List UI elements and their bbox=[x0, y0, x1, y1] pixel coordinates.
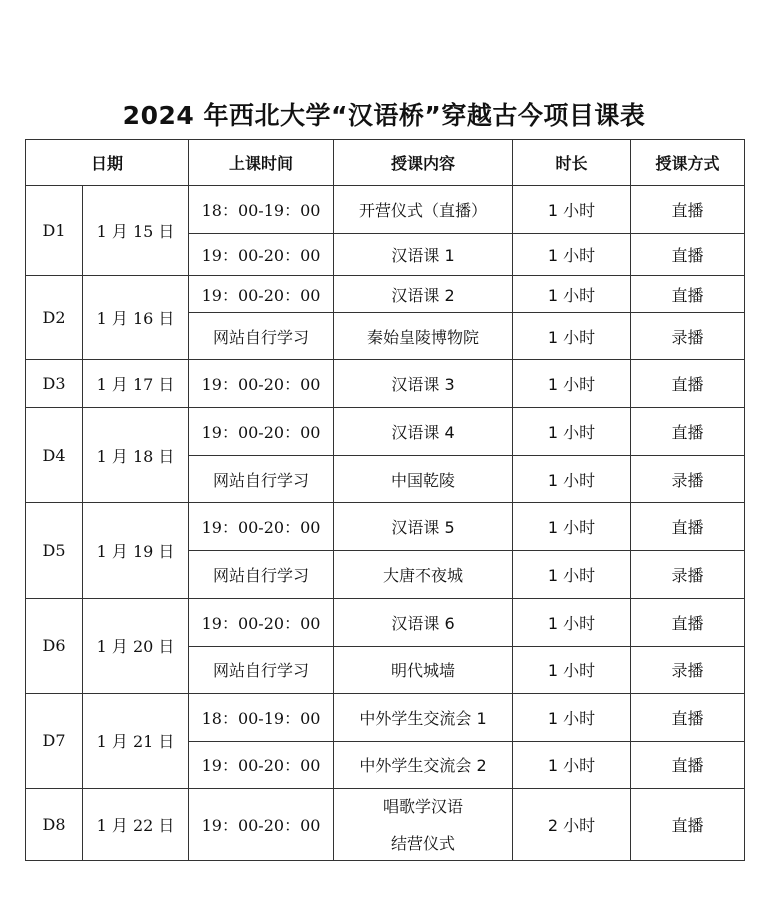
content-cell: 汉语课 3 bbox=[334, 360, 513, 408]
mode-cell: 直播 bbox=[631, 693, 745, 741]
mode-cell: 录播 bbox=[631, 646, 745, 693]
mode-cell: 直播 bbox=[631, 186, 745, 234]
time-cell: 19：00-20：00 bbox=[189, 234, 334, 276]
time-cell: 18：00-19：00 bbox=[189, 186, 334, 234]
duration-cell: 1 小时 bbox=[513, 503, 631, 551]
time-cell: 19：00-20：00 bbox=[189, 360, 334, 408]
date-cell: 1 月 17 日 bbox=[83, 360, 189, 408]
duration-cell: 1 小时 bbox=[513, 456, 631, 503]
duration-cell: 1 小时 bbox=[513, 741, 631, 788]
content-cell: 汉语课 4 bbox=[334, 408, 513, 456]
mode-cell: 录播 bbox=[631, 456, 745, 503]
day-label: D6 bbox=[26, 598, 83, 693]
content-line: 唱歌学汉语 bbox=[383, 797, 464, 817]
header-content: 授课内容 bbox=[334, 140, 513, 186]
header-mode: 授课方式 bbox=[631, 140, 745, 186]
content-cell: 汉语课 6 bbox=[334, 598, 513, 646]
mode-cell: 直播 bbox=[631, 408, 745, 456]
mode-cell: 直播 bbox=[631, 741, 745, 788]
day-label: D7 bbox=[26, 693, 83, 788]
duration-cell: 1 小时 bbox=[513, 646, 631, 693]
day-label: D8 bbox=[26, 788, 83, 860]
time-cell: 19：00-20：00 bbox=[189, 276, 334, 313]
mode-cell: 录播 bbox=[631, 551, 745, 598]
time-cell: 网站自行学习 bbox=[189, 551, 334, 598]
table-row bbox=[26, 186, 745, 234]
mode-cell: 直播 bbox=[631, 598, 745, 646]
date-cell: 1 月 21 日 bbox=[83, 693, 189, 788]
content-cell: 中外学生交流会 2 bbox=[334, 741, 513, 788]
table-row bbox=[26, 788, 745, 860]
mode-cell: 录播 bbox=[631, 313, 745, 360]
day-label: D5 bbox=[26, 503, 83, 598]
date-cell: 1 月 20 日 bbox=[83, 598, 189, 693]
time-cell: 19：00-20：00 bbox=[189, 788, 334, 860]
content-cell: 汉语课 1 bbox=[334, 234, 513, 276]
content-cell bbox=[334, 788, 513, 860]
table-row bbox=[26, 503, 745, 551]
date-cell: 1 月 22 日 bbox=[83, 788, 189, 860]
day-label: D3 bbox=[26, 360, 83, 408]
content-cell: 汉语课 5 bbox=[334, 503, 513, 551]
time-cell: 网站自行学习 bbox=[189, 313, 334, 360]
duration-cell: 1 小时 bbox=[513, 276, 631, 313]
mode-cell: 直播 bbox=[631, 234, 745, 276]
mode-cell: 直播 bbox=[631, 503, 745, 551]
date-cell: 1 月 16 日 bbox=[83, 276, 189, 360]
content-cell: 明代城墙 bbox=[334, 646, 513, 693]
header-row bbox=[26, 140, 745, 186]
header-duration: 时长 bbox=[513, 140, 631, 186]
time-cell: 网站自行学习 bbox=[189, 456, 334, 503]
mode-cell: 直播 bbox=[631, 788, 745, 860]
content-cell: 开营仪式（直播） bbox=[334, 186, 513, 234]
duration-cell: 1 小时 bbox=[513, 313, 631, 360]
duration-cell: 1 小时 bbox=[513, 360, 631, 408]
date-cell: 1 月 18 日 bbox=[83, 408, 189, 503]
duration-cell: 1 小时 bbox=[513, 234, 631, 276]
content-cell: 汉语课 2 bbox=[334, 276, 513, 313]
day-label: D2 bbox=[26, 276, 83, 360]
day-label: D1 bbox=[26, 186, 83, 276]
duration-cell: 1 小时 bbox=[513, 598, 631, 646]
mode-cell: 直播 bbox=[631, 360, 745, 408]
duration-cell: 2 小时 bbox=[513, 788, 631, 860]
date-cell: 1 月 15 日 bbox=[83, 186, 189, 276]
date-cell: 1 月 19 日 bbox=[83, 503, 189, 598]
table-row bbox=[26, 360, 745, 408]
content-cell: 中外学生交流会 1 bbox=[334, 693, 513, 741]
time-cell: 19：00-20：00 bbox=[189, 408, 334, 456]
schedule-table bbox=[25, 139, 745, 861]
content-line: 结营仪式 bbox=[391, 834, 456, 854]
time-cell: 网站自行学习 bbox=[189, 646, 334, 693]
time-cell: 19：00-20：00 bbox=[189, 598, 334, 646]
duration-cell: 1 小时 bbox=[513, 693, 631, 741]
duration-cell: 1 小时 bbox=[513, 408, 631, 456]
time-cell: 19：00-20：00 bbox=[189, 503, 334, 551]
content-cell: 秦始皇陵博物院 bbox=[334, 313, 513, 360]
content-cell: 大唐不夜城 bbox=[334, 551, 513, 598]
content-cell: 中国乾陵 bbox=[334, 456, 513, 503]
table-row bbox=[26, 408, 745, 456]
time-cell: 18：00-19：00 bbox=[189, 693, 334, 741]
duration-cell: 1 小时 bbox=[513, 551, 631, 598]
table-row bbox=[26, 598, 745, 646]
page-title: 2024 年西北大学“汉语桥”穿越古今项目课表 bbox=[122, 101, 646, 130]
header-date: 日期 bbox=[26, 140, 189, 186]
duration-cell: 1 小时 bbox=[513, 186, 631, 234]
day-label: D4 bbox=[26, 408, 83, 503]
table-row bbox=[26, 276, 745, 313]
mode-cell: 直播 bbox=[631, 276, 745, 313]
table-row bbox=[26, 693, 745, 741]
header-time: 上课时间 bbox=[189, 140, 334, 186]
time-cell: 19：00-20：00 bbox=[189, 741, 334, 788]
